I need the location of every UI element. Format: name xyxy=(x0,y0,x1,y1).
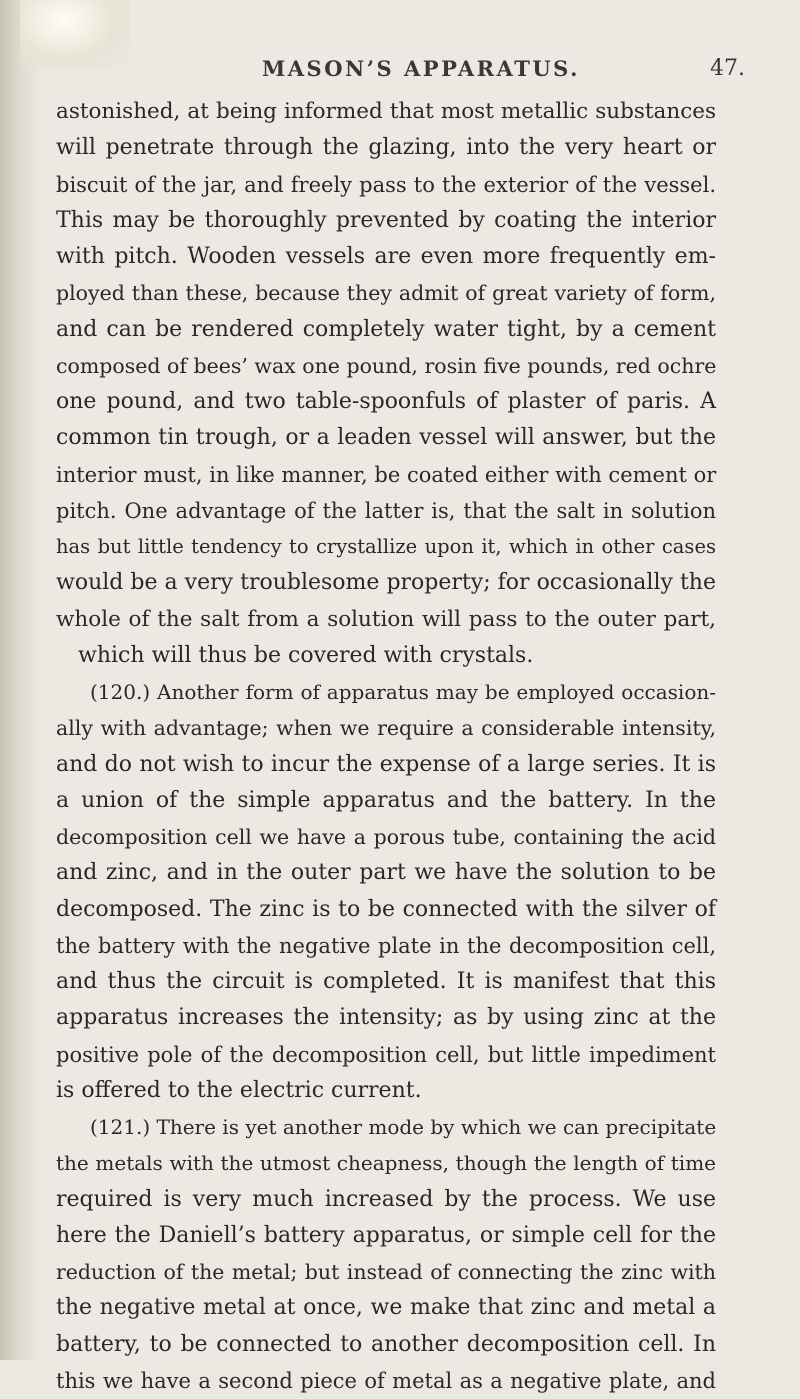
text-line: and thus the circuit is completed. It is manifest that this xyxy=(56,969,716,994)
running-head xyxy=(0,56,800,92)
text-line: the battery with the negative plate in the decomposition cell, xyxy=(56,933,716,958)
text-line: decomposed. The zinc is to be connected with the silver of xyxy=(56,896,716,922)
text-line: a union of the simple apparatus and the battery. In the xyxy=(56,787,716,813)
text-line: reduction of the metal; but instead of connecting the zinc with xyxy=(56,1260,716,1284)
text-line: and can be rendered completely water tight, by a cement xyxy=(56,316,716,342)
text-line: astonished, at being informed that most metallic substances xyxy=(56,99,716,124)
text-line: one pound, and two table-spoonfuls of plaster of paris. A xyxy=(56,389,716,414)
running-title: MASON’S APPARATUS. xyxy=(262,56,580,81)
text-line: this we have a second piece of metal as a negative plate, and xyxy=(56,1368,716,1393)
paragraph-end-line: is offered to the electric current. xyxy=(56,1077,422,1103)
text-line: the metals with the utmost cheapness, though the length of time xyxy=(56,1151,716,1176)
paragraph-start-line: (121.) There is yet another mode by which we can precipitate xyxy=(90,1115,717,1139)
text-line: pitch. One advantage of the latter is, that the salt in solution xyxy=(56,498,716,523)
text-line: here the Daniell’s battery apparatus, or simple cell for the xyxy=(56,1222,716,1248)
text-line: required is very much increased by the process. We use xyxy=(56,1186,716,1212)
text-line: will penetrate through the glazing, into the very heart or xyxy=(56,135,716,161)
text-line: interior must, in like manner, be coated either with cement or xyxy=(56,462,717,487)
text-line: common tin trough, or a leaden vessel will answer, but the xyxy=(56,425,716,451)
page-edge-shadow xyxy=(0,0,40,1360)
paragraph-start-line: (120.) Another form of apparatus may be employed occasion- xyxy=(90,680,716,704)
body-text xyxy=(56,94,716,1399)
text-line: the negative metal at once, we make that zinc and metal a xyxy=(56,1295,716,1321)
text-line: positive pole of the decomposition cell, but little impediment xyxy=(56,1042,716,1067)
paragraph-end-line: which will thus be covered with crystals. xyxy=(78,642,534,668)
text-line: battery, to be connected to another decomposition cell. In xyxy=(56,1331,716,1357)
text-line: This may be thoroughly prevented by coating the interior xyxy=(56,207,716,233)
text-line: apparatus increases the intensity; as by using zinc at the xyxy=(56,1005,716,1031)
text-line: and do not wish to incur the expense of a large series. It is xyxy=(56,751,716,777)
text-line: ployed than these, because they admit of great variety of form, xyxy=(56,281,716,306)
text-line: decomposition cell we have a porous tube, containing the acid xyxy=(56,825,716,849)
text-line: and zinc, and in the outer part we have the solution to be xyxy=(56,860,716,886)
text-line: composed of bees’ wax one pound, rosin five pounds, red ochre xyxy=(56,353,717,378)
text-line: ally with advantage; when we require a considerable intensity, xyxy=(56,716,716,741)
text-line: with pitch. Wooden vessels are even more frequently em- xyxy=(56,244,716,269)
text-line: has but little tendency to crystallize upon it, which in other cases xyxy=(56,535,716,558)
text-line: would be a very troublesome property; for occasionally the xyxy=(56,570,716,596)
text-line: whole of the salt from a solution will pass to the outer part, xyxy=(56,606,716,632)
page-number: 47. xyxy=(710,56,745,81)
text-line: biscuit of the jar, and freely pass to the exterior of the vessel. xyxy=(56,172,716,197)
